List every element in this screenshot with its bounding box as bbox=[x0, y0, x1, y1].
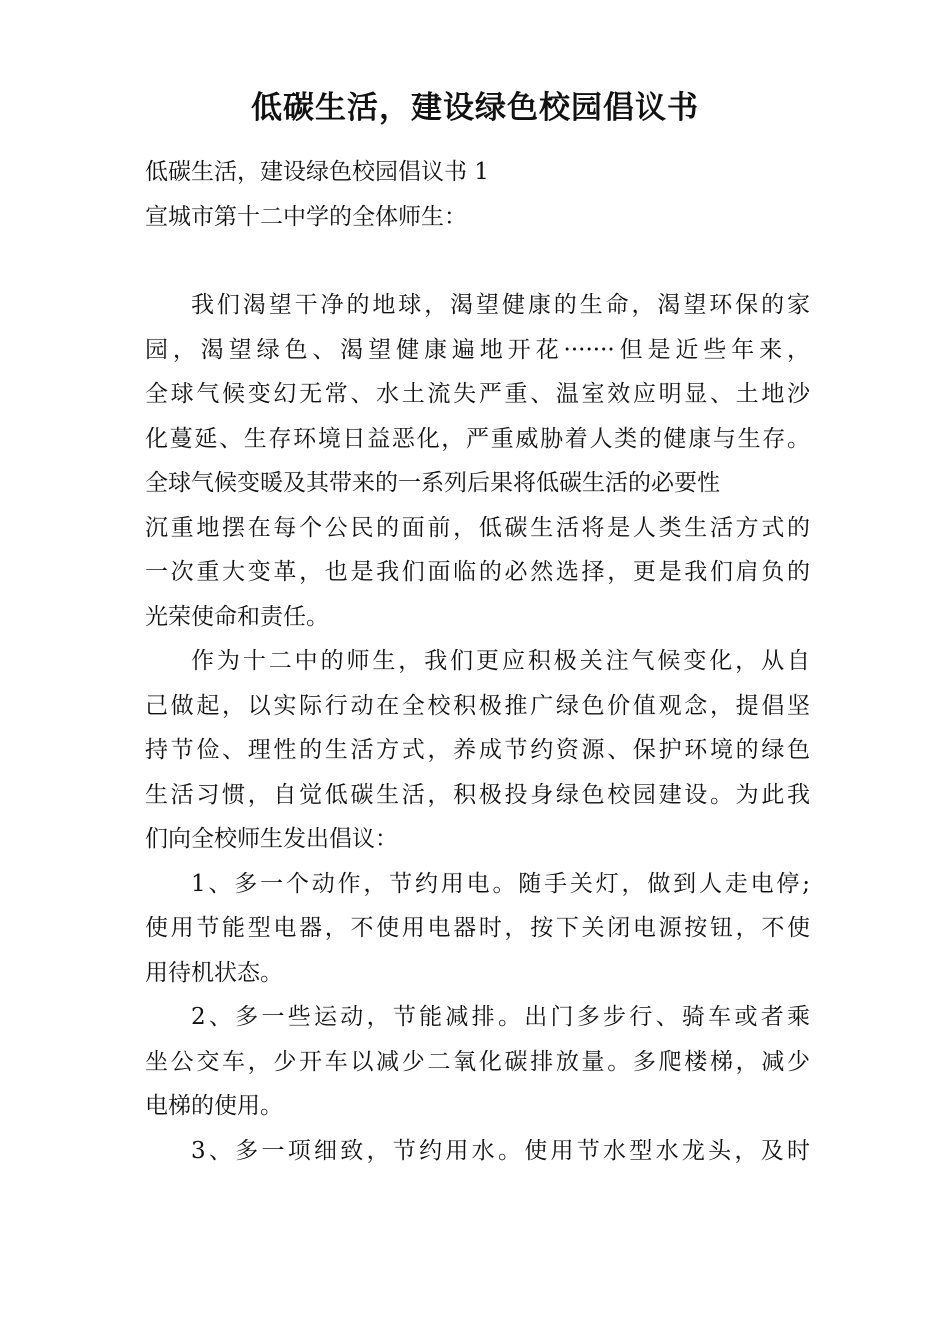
list-item-line: 用待机状态。 bbox=[145, 959, 283, 986]
list-item-line: 坐公交车，少开车以减少二氧化碳排放量。多爬楼梯，减少 bbox=[145, 1048, 810, 1075]
document-subtitle: 低碳生活，建设绿色校园倡议书 1 bbox=[145, 159, 489, 185]
document-body bbox=[145, 283, 810, 1173]
paragraph-line: 作为十二中的师生，我们更应积极关注气候变化，从自 bbox=[191, 648, 810, 674]
salutation: 宣城市第十二中学的全体师生： bbox=[145, 203, 467, 230]
paragraph-line: 园，渴望绿色、渴望健康遍地开花·······但是近些年来， bbox=[145, 336, 810, 363]
list-item-line: 电梯的使用。 bbox=[145, 1093, 283, 1119]
paragraph-line: 全球气候变幻无常、水土流失严重、温室效应明显、土地沙 bbox=[145, 381, 810, 407]
document-title: 低碳生活，建设绿色校园倡议书 bbox=[251, 90, 699, 126]
list-item-line: 2、多一些运动，节能减排。出门多步行、骑车或者乘 bbox=[191, 1004, 810, 1030]
paragraph-line: 己做起，以实际行动在全校积极推广绿色价值观念，提倡坚 bbox=[145, 692, 810, 719]
paragraph-line: 全球气候变暖及其带来的一系列后果将低碳生活的必要性 bbox=[145, 470, 720, 496]
list-item-line: 3、多一项细致，节约用水。使用节水型水龙头，及时 bbox=[191, 1137, 810, 1164]
paragraph-line: 一次重大变革，也是我们面临的必然选择，更是我们肩负的 bbox=[145, 559, 810, 585]
paragraph-line: 们向全校师生发出倡议： bbox=[145, 826, 398, 852]
paragraph-line: 我们渴望干净的地球，渴望健康的生命，渴望环保的家 bbox=[191, 292, 810, 318]
document-header bbox=[145, 150, 810, 239]
list-item-line: 使用节能型电器，不使用电器时，按下关闭电源按钮，不使 bbox=[145, 915, 810, 941]
paragraph-line: 生活习惯，自觉低碳生活，积极投身绿色校园建设。为此我 bbox=[145, 781, 810, 808]
paragraph-line: 化蔓延、生存环境日益恶化，严重威胁着人类的健康与生存。 bbox=[145, 425, 810, 452]
paragraph-line: 光荣使命和责任。 bbox=[145, 603, 329, 630]
list-item-line: 1、多一个动作，节约用电。随手关灯，做到人走电停; bbox=[191, 870, 810, 897]
paragraph-line: 持节俭、理性的生活方式，养成节约资源、保护环境的绿色 bbox=[145, 737, 810, 763]
paragraph-line: 沉重地摆在每个公民的面前，低碳生活将是人类生活方式的 bbox=[145, 514, 810, 541]
